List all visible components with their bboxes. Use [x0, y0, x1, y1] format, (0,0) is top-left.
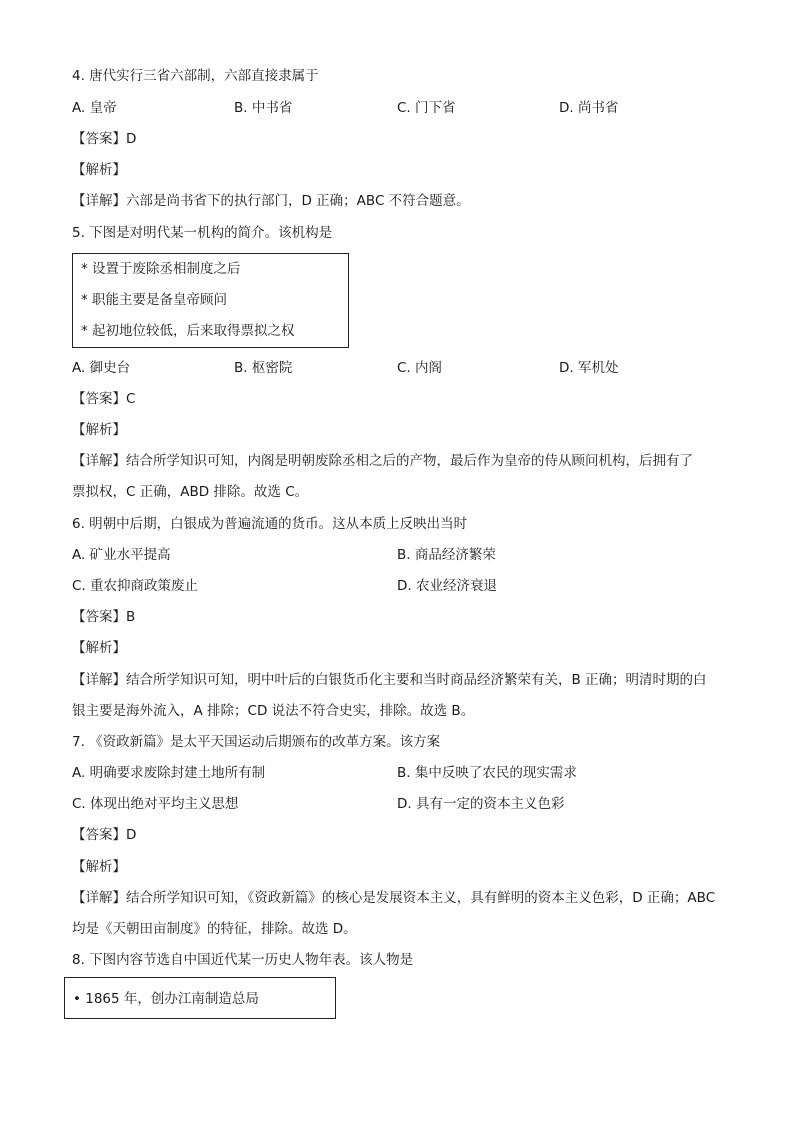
q5-stem: 5. 下图是对明代某一机构的简介。该机构是	[72, 225, 333, 241]
q7-answer: 【答案】D	[72, 827, 137, 843]
q7-option-d: D. 具有一定的资本主义色彩	[397, 796, 565, 812]
q4-answer: 【答案】D	[72, 131, 137, 147]
q5-box-item: * 职能主要是备皇帝顾问	[81, 292, 228, 308]
q6-answer: 【答案】B	[72, 609, 136, 625]
q6-detail-line2: 银主要是海外流入，A 排除；CD 说法不符合史实，排除。故选 B。	[72, 703, 475, 719]
q7-option-b: B. 集中反映了农民的现实需求	[397, 765, 577, 781]
q7-option-c: C. 体现出绝对平均主义思想	[72, 796, 239, 812]
q5-analysis-label: 【解析】	[72, 422, 126, 438]
q7-option-a: A. 明确要求废除封建土地所有制	[72, 765, 266, 781]
q4-option-b: B. 中书省	[234, 100, 293, 116]
q5-option-d: D. 军机处	[559, 360, 619, 376]
q5-answer: 【答案】C	[72, 391, 136, 407]
q4-analysis-label: 【解析】	[72, 162, 126, 178]
q4-option-d: D. 尚书省	[559, 100, 619, 116]
q4-option-a: A. 皇帝	[72, 100, 117, 116]
q4-stem: 4. 唐代实行三省六部制，六部直接隶属于	[72, 68, 319, 84]
q7-detail-line2: 均是《天朝田亩制度》的特征，排除。故选 D。	[72, 921, 357, 937]
q6-stem: 6. 明朝中后期，白银成为普遍流通的货币。这从本质上反映出当时	[72, 516, 468, 532]
q5-box-item: * 设置于废除丞相制度之后	[81, 261, 241, 277]
q6-option-a: A. 矿业水平提高	[72, 547, 171, 563]
q5-intro-box	[72, 253, 349, 348]
q7-detail-line1: 【详解】结合所学知识可知，《资政新篇》的核心是发展资本主义，具有鲜明的资本主义色彩，D 正确；ABC	[72, 890, 716, 906]
q5-option-c: C. 内阁	[397, 360, 443, 376]
q7-analysis-label: 【解析】	[72, 859, 126, 875]
q6-option-b: B. 商品经济繁荣	[397, 547, 496, 563]
q6-analysis-label: 【解析】	[72, 640, 126, 656]
q5-option-a: A. 御史台	[72, 360, 131, 376]
q5-option-b: B. 枢密院	[234, 360, 293, 376]
q4-detail: 【详解】六部是尚书省下的执行部门，D 正确；ABC 不符合题意。	[72, 193, 470, 209]
q7-stem: 7. 《资政新篇》是太平天国运动后期颁布的改革方案。该方案	[72, 734, 441, 750]
q6-option-d: D. 农业经济衰退	[397, 578, 497, 594]
q8-timeline-box	[64, 977, 336, 1019]
q5-detail-line2: 票拟权，C 正确，ABD 排除。故选 C。	[72, 484, 309, 500]
q6-option-c: C. 重农抑商政策废止	[72, 578, 199, 594]
q8-box-item: • 1865 年，创办江南制造总局	[73, 991, 259, 1007]
q8-stem: 8. 下图内容节选自中国近代某一历史人物年表。该人物是	[72, 952, 414, 968]
q5-box-item: * 起初地位较低，后来取得票拟之权	[81, 323, 295, 339]
q5-detail-line1: 【详解】结合所学知识可知，内阁是明朝废除丞相之后的产物，最后作为皇帝的侍从顾问机构，后拥有了	[72, 453, 693, 469]
q4-option-c: C. 门下省	[397, 100, 456, 116]
q6-detail-line1: 【详解】结合所学知识可知，明中叶后的白银货币化主要和当时商品经济繁荣有关，B 正确；明清时期的白	[72, 672, 707, 688]
